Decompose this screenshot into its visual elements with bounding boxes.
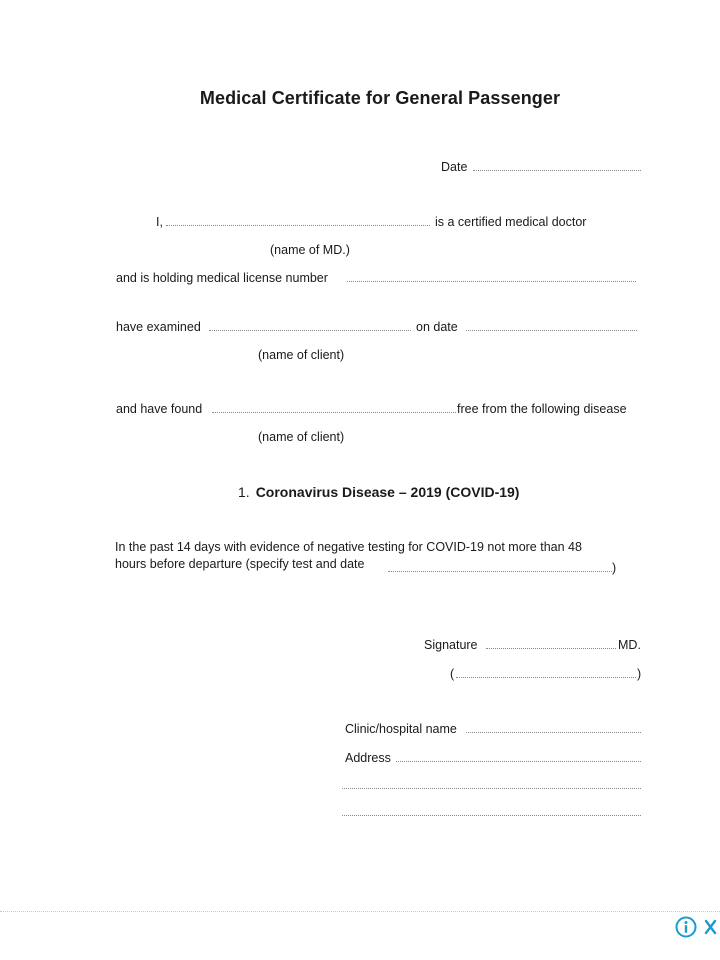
client-caption-1: (name of client) bbox=[258, 348, 345, 362]
address-field-1[interactable] bbox=[396, 761, 641, 762]
close-icon[interactable] bbox=[702, 916, 720, 938]
testing-paragraph bbox=[115, 539, 675, 573]
doctor-printed-name-field[interactable] bbox=[456, 677, 636, 678]
doctor-caption: (name of MD.) bbox=[270, 243, 350, 257]
paren-open: ( bbox=[450, 667, 455, 681]
signature-suffix: MD. bbox=[618, 638, 641, 652]
clinic-label: Clinic/hospital name bbox=[345, 722, 457, 736]
paren-close: ) bbox=[637, 667, 642, 681]
info-icon[interactable] bbox=[675, 916, 697, 938]
found-client-field[interactable] bbox=[212, 412, 456, 413]
examined-client-field[interactable] bbox=[209, 330, 411, 331]
license-label: and is holding medical license number bbox=[116, 271, 328, 285]
doctor-name-field[interactable] bbox=[166, 225, 430, 226]
doctor-suffix: is a certified medical doctor bbox=[435, 215, 587, 229]
on-date-label: on date bbox=[416, 320, 458, 334]
address-field-2[interactable] bbox=[342, 788, 641, 789]
signature-field[interactable] bbox=[486, 648, 616, 649]
disease-name: Coronavirus Disease – 2019 (COVID-19) bbox=[255, 484, 520, 500]
examined-label: have examined bbox=[116, 320, 201, 334]
clinic-name-field[interactable] bbox=[466, 732, 641, 733]
footer-divider bbox=[0, 911, 720, 912]
testing-close-paren: ) bbox=[612, 561, 617, 575]
page-title: Medical Certificate for General Passenger bbox=[199, 88, 561, 108]
testing-line-1: In the past 14 days with evidence of negative testing for COVID-19 not more than 48 bbox=[115, 540, 582, 554]
client-caption-2: (name of client) bbox=[258, 430, 345, 444]
doctor-prefix: I, bbox=[156, 215, 163, 229]
disease-number: 1. bbox=[238, 484, 250, 500]
free-from-label: free from the following disease bbox=[457, 402, 627, 416]
signature-label: Signature bbox=[424, 638, 478, 652]
date-field[interactable] bbox=[473, 170, 641, 171]
address-label: Address bbox=[345, 751, 391, 765]
date-label: Date bbox=[441, 160, 468, 174]
license-number-field[interactable] bbox=[347, 281, 636, 282]
disease-item bbox=[238, 484, 519, 500]
testing-line-2-text: hours before departure (specify test and date bbox=[115, 557, 365, 571]
test-details-field[interactable] bbox=[388, 571, 612, 572]
exam-date-field[interactable] bbox=[466, 330, 637, 331]
found-label: and have found bbox=[116, 402, 203, 416]
address-field-3[interactable] bbox=[342, 815, 641, 816]
